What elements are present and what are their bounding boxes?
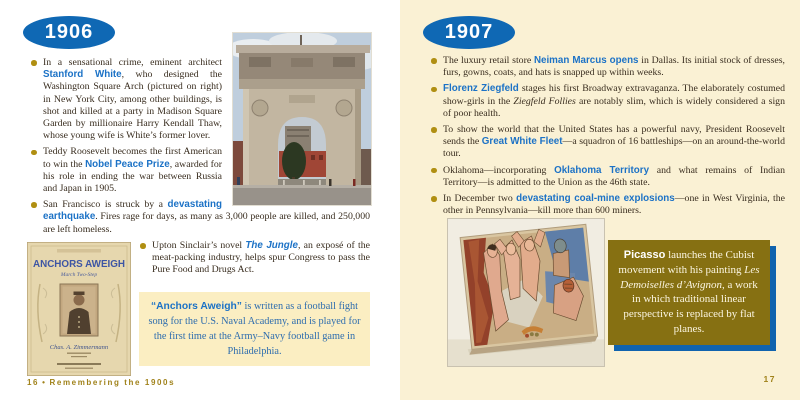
event-item: In December two devastating coal-mine explosions—one in West Virginia, the other in Pennsylvania—kill more than 600 miners. <box>430 193 785 217</box>
page-number: 17 <box>763 374 776 384</box>
footer-book-title: Remembering the 1900s <box>49 378 176 387</box>
event-list-1907 <box>430 55 785 217</box>
arch-photo-illustration <box>233 33 371 205</box>
washington-square-arch-photo <box>233 33 371 205</box>
anchors-aweigh-cover-photo <box>27 242 131 376</box>
page-footer <box>27 378 175 387</box>
event-item: Upton Sinclair’s novel The Jungle, an exposé of the meat-packing industry, helps spur Congress to pass the Pure Food and Drugs Act. <box>139 240 370 277</box>
footer-separator: • <box>42 378 47 387</box>
picasso-painting-illustration <box>448 219 604 366</box>
page-1907 <box>400 0 800 400</box>
les-demoiselles-davignon-photo <box>447 218 605 367</box>
sheet-signature-text: Chas. A. Zimmermann <box>49 344 109 351</box>
year-badge-1907: 1907 <box>423 16 515 49</box>
sheet-subtitle-text: March Two-Step <box>60 272 98 278</box>
picasso-callout: Picasso launches the Cubist movement with his painting Les Demoiselles d’Avignon, a work in which traditional linear perspective is replaced by flat planes. <box>608 240 770 345</box>
footer-page-number: 16 <box>27 378 40 387</box>
event-item: Florenz Ziegfeld stages his first Broadway extravaganza. The elaborately costumed show-girls in the Ziegfeld Follies are notably slim, which is widely considered a sign of poor health. <box>430 83 785 120</box>
anchors-aweigh-callout: “Anchors Aweigh” is written as a football fight song for the U.S. Naval Academy, and is played for the first time at the Army–Navy football game in Philadelphia. <box>139 292 370 366</box>
event-item: Oklahoma—incorporating Oklahoma Territory and what remains of Indian Territory—is admitted to the Union as the 46th state. <box>430 165 785 189</box>
sheet-title-text: ANCHORS AWEIGH <box>33 259 125 270</box>
event-item: In a sensational crime, eminent architect Stanford White, who designed the Washington Square Arch (pictured on right) in New York City, among other buildings, is shot and killed at a party in Madison Square Garden by millionaire Harry Kendall Thaw, whose young wife is White’s former lover. <box>30 57 370 142</box>
year-badge-1906: 1906 <box>23 16 115 49</box>
event-item: San Francisco is struck by a devastating earthquake. Fires rage for days, as many as 3,000 people are killed, and 250,000 are left homeless. <box>30 199 370 236</box>
sheet-music-illustration <box>27 242 131 376</box>
event-item: To show the world that the United States has a powerful navy, President Roosevelt sends the Great White Fleet—a squadron of 16 battleships—on an around-the-world tour. <box>430 124 785 161</box>
page-1907-content <box>430 55 785 221</box>
event-item: The luxury retail store Neiman Marcus opens in Dallas. Its initial stock of dresses, furs, gowns, coats, and hats is snapped up within weeks. <box>430 55 785 79</box>
event-item: Teddy Roosevelt becomes the first American to win the Nobel Peace Prize, awarded for his role in ending the war between Russia and Japan in 1905. <box>30 146 370 195</box>
event-list-1906-continued <box>139 240 370 281</box>
